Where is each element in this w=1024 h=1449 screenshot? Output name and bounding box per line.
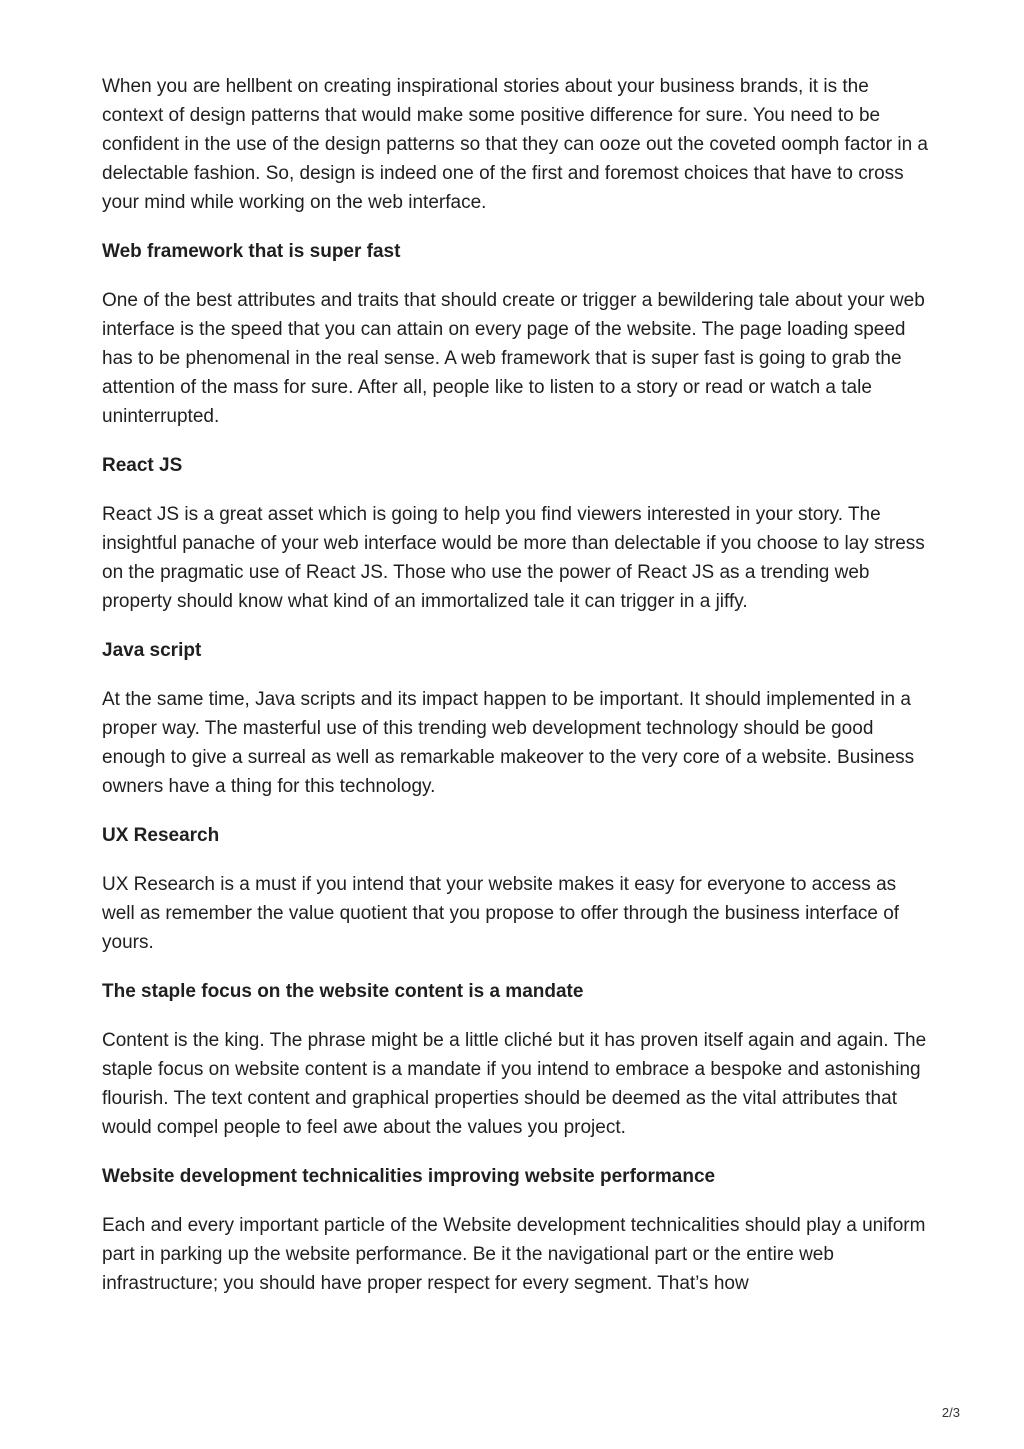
intro-paragraph: When you are hellbent on creating inspirational stories about your business brands, it is the context of design patterns that would make some positive difference for sure. You need to be confident in the use of the design patterns so that they can ooze out the coveted oomph factor in a delectable fashion. So, design is indeed one of the first and foremost choices that have to cross your mind while working on the web interface. bbox=[102, 76, 928, 213]
document-content bbox=[102, 72, 930, 1298]
heading-react-js: React JS bbox=[102, 455, 183, 476]
paragraph-react-js: React JS is a great asset which is going to help you find viewers interested in your story. The insightful panache of your web interface would be more than delectable if you choose to lay stress on the pragmatic use of React JS. Those who use the power of React JS as a trending web property should know what kind of an immortalized tale it can trigger in a jiffy. bbox=[102, 504, 925, 612]
paragraph-web-framework: One of the best attributes and traits that should create or trigger a bewildering tale about your web interface is the speed that you can attain on every page of the website. The page loading speed has to be phenomenal in the real sense. A web framework that is super fast is going to grab the attention of the mass for sure. After all, people like to listen to a story or read or watch a tale uninterrupted. bbox=[102, 290, 925, 427]
heading-website-content: The staple focus on the website content is a mandate bbox=[102, 981, 584, 1002]
heading-web-framework: Web framework that is super fast bbox=[102, 241, 401, 262]
paragraph-website-performance: Each and every important particle of the Website development technicalities should play a uniform part in parking up the website performance. Be it the navigational part or the entire web infrastructure; you should have proper respect for every segment. That’s how bbox=[102, 1215, 926, 1294]
page-number: 2/3 bbox=[941, 1405, 960, 1420]
paragraph-ux-research: UX Research is a must if you intend that your website makes it easy for everyone to access as well as remember the value quotient that you propose to offer through the business interface of yours. bbox=[102, 874, 900, 953]
paragraph-website-content: Content is the king. The phrase might be a little cliché but it has proven itself again and again. The staple focus on website content is a mandate if you intend to embrace a bespoke and astonishing flourish. The text content and graphical properties should be deemed as the vital attributes that would compel people to feel awe about the values you project. bbox=[102, 1030, 927, 1138]
paragraph-java-script: At the same time, Java scripts and its impact happen to be important. It should implemented in a proper way. The masterful use of this trending web development technology should be good enough to give a surreal as well as remarkable makeover to the very core of a website. Business owners have a thing for this technology. bbox=[102, 689, 915, 797]
heading-website-performance: Website development technicalities improving website performance bbox=[102, 1166, 716, 1187]
heading-java-script: Java script bbox=[102, 640, 202, 661]
heading-ux-research: UX Research bbox=[102, 825, 220, 846]
